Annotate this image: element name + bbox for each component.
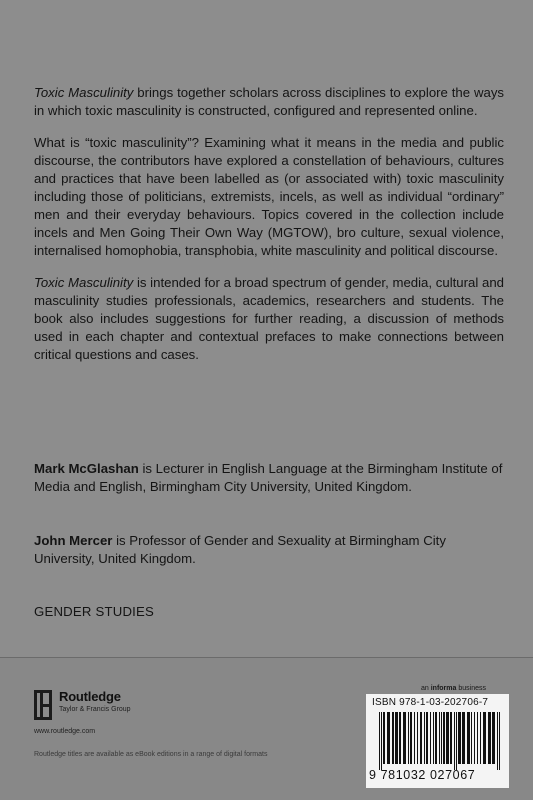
blurb-paragraph-1 [34,84,504,120]
routledge-logo-icon [34,690,52,720]
author-bio-1 [34,460,509,496]
informa-brand: informa [430,685,457,692]
barcode-bar [430,712,431,764]
barcode-bar [392,712,394,764]
book-title-italic: Toxic Masculinity [34,85,134,100]
barcode-bar [420,712,422,764]
blurb-paragraph-3-text: is intended for a broad spectrum of gender, media, cultural and masculinity studies professionals, academics, researchers and students. The book also includes suggestions for further reading, a discussion of methods used in each chapter and contextual prefaces to make connections between critical questions and cases. [34,275,504,362]
barcode-bar [483,712,486,764]
barcode-bar [497,712,498,770]
barcode-bar [383,712,385,764]
barcode-bar [454,712,455,770]
barcode-bar [403,712,406,764]
barcode-bar [399,712,401,764]
barcode-bar [443,712,445,764]
barcode-bar [492,712,495,764]
author-bio-2 [34,532,509,568]
barcode-bar [458,712,461,764]
blurb-paragraph-3 [34,274,504,364]
barcode-bar [417,712,418,764]
subject-category: GENDER STUDIES [34,604,155,619]
author-bio-text: is Lecturer in English Language at the Birmingham Institute of Media and English, Birmingham City University, United Kingdom. [34,461,503,494]
barcode-bar [446,712,449,764]
barcode-bar [387,712,390,764]
informa-business-label [421,685,486,692]
barcode-bar [408,712,409,764]
barcode-bar [439,712,440,764]
barcode-bar [410,712,412,764]
barcode-bar [379,712,380,770]
barcode-bar [480,712,481,764]
barcode-bar [471,712,472,764]
barcode-bar [488,712,491,764]
publisher-name: Routledge [59,689,121,704]
book-title-italic: Toxic Masculinity [34,275,134,290]
publisher-url: www.routledge.com [34,728,96,735]
blurb-paragraph-1-text: brings together scholars across disciplines to explore the ways in which toxic masculinity is constructed, configured and represented online. [34,85,505,118]
barcode-bar [426,712,428,764]
barcode-bar [462,712,465,764]
barcode-bar [441,712,442,764]
barcode-bar [433,712,434,764]
barcode-bar [450,712,452,764]
informa-prefix: an [421,685,431,692]
ebook-note: Routledge titles are available as eBook editions in a range of digital formats [34,751,268,758]
barcode-bars [370,712,505,770]
author-bio-text: is Professor of Gender and Sexuality at Birmingham City University, United Kingdom. [34,533,446,566]
barcode-bar [424,712,425,764]
barcode-bar [395,712,398,764]
isbn-barcode [366,694,509,788]
barcode-bar [435,712,437,764]
barcode-bar [474,712,475,764]
informa-suffix: business [456,685,486,692]
barcode-bar [467,712,470,764]
author-name: Mark McGlashan [34,461,139,476]
blurb-paragraph-2: What is “toxic masculinity”? Examining what it means in the media and public discourse, the contributors have explored a constellation of behaviours, cultures and practices that have been labelled as (or associated with) toxic masculinity including those of politicians, extremists, incels, as well as individual “ordinary” men and their everyday behaviours. Topics covered in the collection include incels and Men Going Their Own Way (MGTOW), bro culture, sexual violence, internalised homophobia, transphobia, white masculinity and political discourse. [34,135,504,258]
barcode-bar [499,712,500,770]
blurb [34,84,504,364]
barcode-bar [477,712,478,764]
barcode-bar [456,712,457,770]
isbn-number: ISBN 978-1-03-202706-7 [372,697,489,708]
barcode-bar [381,712,382,770]
author-name: John Mercer [34,533,113,548]
ean-digits: 9 781032 027067 [369,768,476,782]
barcode-bar [414,712,415,764]
publisher-group: Taylor & Francis Group [59,706,131,713]
